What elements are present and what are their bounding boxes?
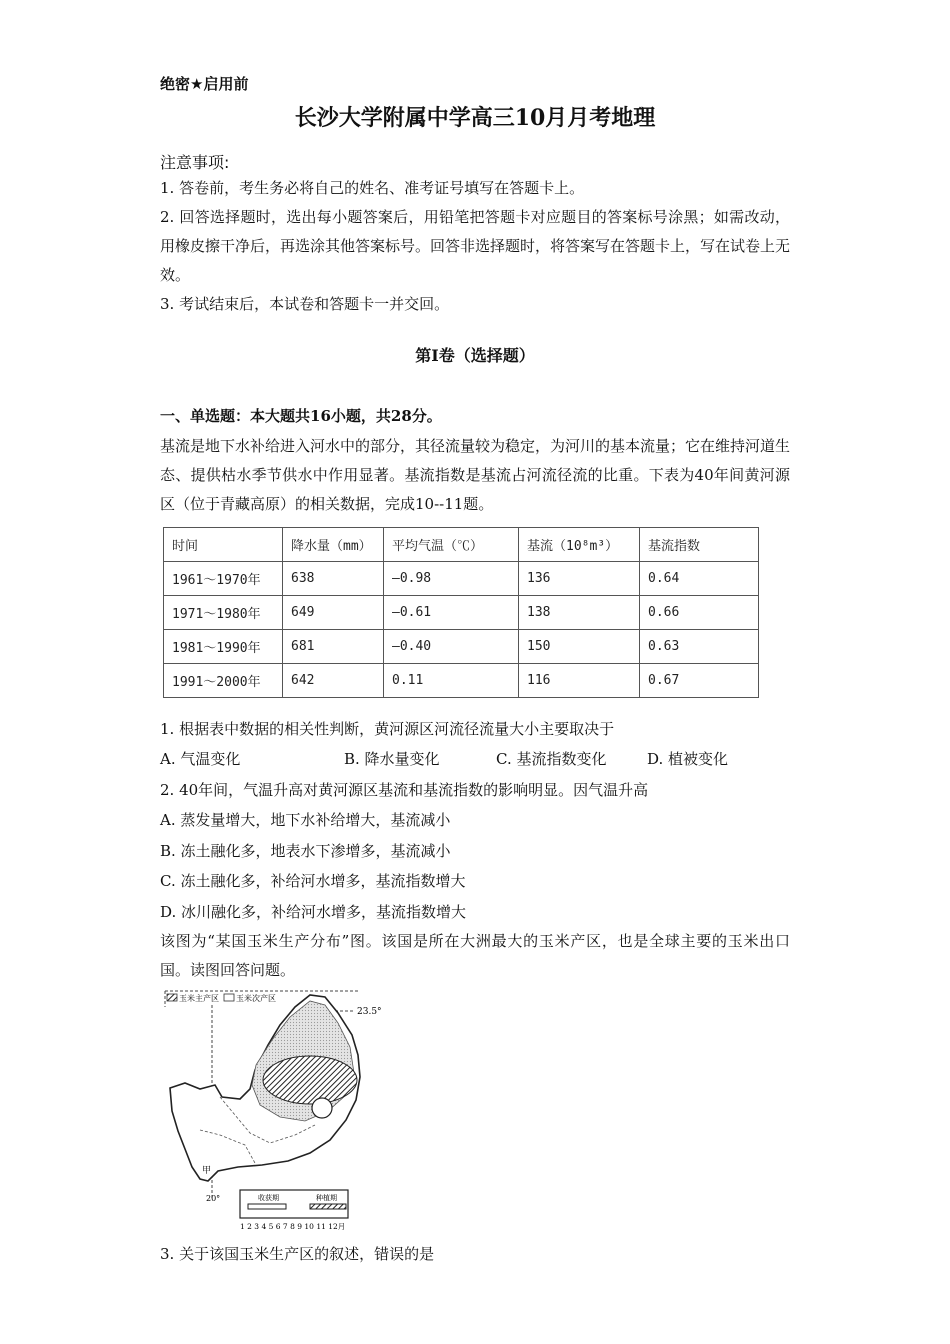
question-2-stem: 2. 40年间，气温升高对黄河源区基流和基流指数的影响明显。因气温升高	[160, 781, 649, 799]
notice-item-1: 1. 答卷前，考生务必将自己的姓名、准考证号填写在答题卡上。	[160, 179, 585, 197]
notice-heading: 注意事项:	[160, 153, 230, 172]
sowing-label: 种植期	[316, 1194, 337, 1202]
secret-label: 绝密★启用前	[160, 75, 249, 93]
table-cell: 1981～1990年	[164, 630, 283, 664]
months-label: 1 2 3 4 5 6 7 8 9 10 11 12月	[240, 1222, 346, 1231]
table-row	[164, 630, 759, 664]
notice-item-3: 3. 考试结束后，本试卷和答题卡一并交回。	[160, 295, 450, 313]
passage-corn: 该图为“某国玉米生产分布”图。该国是所在大洲最大的玉米产区，也是全球主要的玉米出口国。读图回答问题。	[160, 932, 790, 979]
longitude-label: 20°	[206, 1194, 221, 1203]
part-heading: 一、单选题：本大题共16小题，共28分。	[160, 407, 442, 425]
point-label: 甲	[202, 1166, 212, 1176]
table-cell: 138	[519, 596, 640, 630]
legend-main-swatch	[167, 994, 177, 1001]
enclave-outline	[312, 1098, 332, 1118]
option-c: C. 冻土融化多，补给河水增多，基流指数增大	[160, 872, 466, 890]
table-row	[164, 562, 759, 596]
data-table	[163, 527, 759, 698]
table-cell: 0.66	[640, 596, 759, 630]
option-b: B. 冻土融化多，地表水下渗增多，基流减小	[160, 842, 451, 860]
table-row	[164, 596, 759, 630]
legend-main-label: 玉米主产区	[179, 994, 219, 1003]
corn-distribution-map	[160, 985, 410, 1240]
table-cell: —0.40	[384, 630, 519, 664]
table-cell: 0.67	[640, 664, 759, 698]
legend-secondary-swatch	[224, 994, 234, 1001]
table-cell: 116	[519, 664, 640, 698]
harvest-bar	[248, 1204, 286, 1209]
table-cell: 1971～1980年	[164, 596, 283, 630]
option-d: D. 冰川融化多，补给河水增多，基流指数增大	[160, 903, 467, 921]
main-production-area	[263, 1056, 357, 1104]
table-header-cell: 平均气温（℃）	[384, 528, 519, 562]
table-cell: 1991～2000年	[164, 664, 283, 698]
latitude-label: 23.5°	[357, 1007, 382, 1017]
table-cell: 0.64	[640, 562, 759, 596]
table-cell: 136	[519, 562, 640, 596]
notice-item-2: 2. 回答选择题时，选出每小题答案后，用铅笔把答题卡对应题目的答案标号涂黑；如需改动，用橡皮擦干净后，再选涂其他答案标号。回答非选择题时，将答案写在答题卡上，写在试卷上无效。	[160, 208, 791, 284]
table-cell: 150	[519, 630, 640, 664]
section-title: 第I卷（选择题）	[415, 346, 535, 365]
table-cell: 681	[283, 630, 384, 664]
table-cell: —0.61	[384, 596, 519, 630]
table-header-cell: 基流（10⁸m³）	[519, 528, 640, 562]
question-1-stem: 1. 根据表中数据的相关性判断，黄河源区河流径流量大小主要取决于	[160, 720, 615, 738]
table-cell: 642	[283, 664, 384, 698]
table-header-cell: 降水量（mm）	[283, 528, 384, 562]
table-cell: —0.98	[384, 562, 519, 596]
table-cell: 0.63	[640, 630, 759, 664]
question-1-options	[160, 748, 728, 769]
option-a: A. 蒸发量增大，地下水补给增大，基流减小	[160, 811, 451, 829]
table-cell: 638	[283, 562, 384, 596]
table-header-cell: 基流指数	[640, 528, 759, 562]
table-cell: 649	[283, 596, 384, 630]
option-d: D. 植被变化	[647, 750, 729, 768]
table-header-row	[164, 528, 759, 562]
harvest-label: 收获期	[258, 1194, 279, 1202]
table-header-cell: 时间	[164, 528, 283, 562]
exam-title: 长沙大学附属中学高三10月月考地理	[294, 105, 656, 131]
sowing-bar	[310, 1204, 346, 1209]
question-3-stem: 3. 关于该国玉米生产区的叙述，错误的是	[160, 1245, 435, 1263]
option-b: B. 降水量变化	[344, 750, 440, 768]
table-cell: 0.11	[384, 664, 519, 698]
table-row	[164, 664, 759, 698]
option-c: C. 基流指数变化	[496, 750, 607, 768]
option-a: A. 气温变化	[160, 750, 241, 768]
legend-secondary-label: 玉米次产区	[236, 994, 276, 1003]
passage-baseflow: 基流是地下水补给进入河水中的部分，其径流量较为稳定，为河川的基本流量；它在维持河道生态、提供枯水季节供水中作用显著。基流指数是基流占河流径流的比重。下表为40年间黄河源区（位于青藏高原）的相关数据，完成10--11题。	[160, 437, 791, 513]
table-cell: 1961～1970年	[164, 562, 283, 596]
